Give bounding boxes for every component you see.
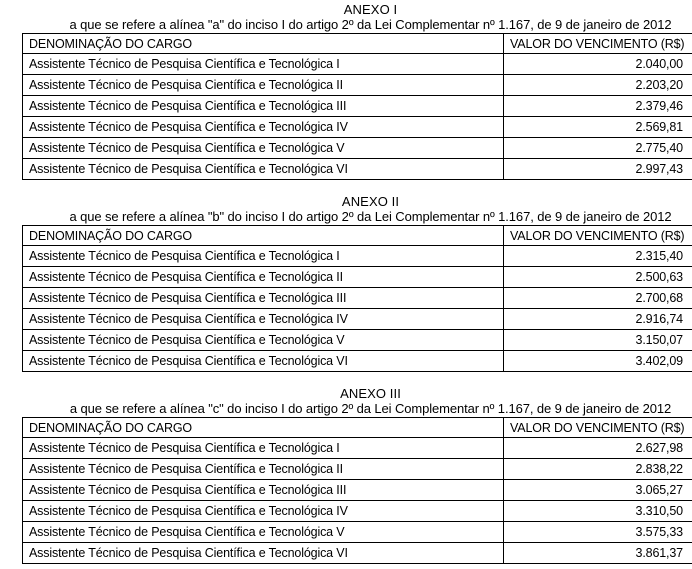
annex-1 — [22, 2, 689, 180]
cargo-cell: Assistente Técnico de Pesquisa Científica e Tecnológica III — [23, 96, 504, 117]
salary-table — [22, 417, 692, 564]
cargo-cell: Assistente Técnico de Pesquisa Científica e Tecnológica III — [23, 480, 504, 501]
cargo-cell: Assistente Técnico de Pesquisa Científica e Tecnológica II — [23, 459, 504, 480]
table-row — [23, 246, 692, 267]
header-valor: VALOR DO VENCIMENTO (R$) — [504, 226, 692, 246]
valor-cell: 2.700,68 — [504, 288, 692, 309]
valor-cell: 3.402,09 — [504, 351, 692, 372]
annex-title: ANEXO II — [341, 194, 400, 209]
valor-cell: 3.065,27 — [504, 480, 692, 501]
valor-cell: 2.379,46 — [504, 96, 692, 117]
annex-subtitle: a que se refere a alínea "c" do inciso I do artigo 2º da Lei Complementar nº 1.167, de 9 de janeiro de 2012 — [69, 401, 672, 416]
table-row — [23, 96, 692, 117]
cargo-cell: Assistente Técnico de Pesquisa Científica e Tecnológica IV — [23, 117, 504, 138]
salary-table — [22, 33, 692, 180]
cargo-cell: Assistente Técnico de Pesquisa Científica e Tecnológica VI — [23, 351, 504, 372]
valor-cell: 2.916,74 — [504, 309, 692, 330]
valor-cell: 2.775,40 — [504, 138, 692, 159]
annex-title: ANEXO III — [340, 386, 401, 401]
table-row — [23, 438, 692, 459]
valor-cell: 2.838,22 — [504, 459, 692, 480]
cargo-cell: Assistente Técnico de Pesquisa Científica e Tecnológica I — [23, 246, 504, 267]
table-row — [23, 267, 692, 288]
valor-cell: 3.310,50 — [504, 501, 692, 522]
salary-table — [22, 225, 692, 372]
table-header-row — [23, 34, 692, 54]
cargo-cell: Assistente Técnico de Pesquisa Científica e Tecnológica V — [23, 522, 504, 543]
table-row — [23, 54, 692, 75]
annex-title: ANEXO I — [343, 2, 398, 17]
header-valor: VALOR DO VENCIMENTO (R$) — [504, 34, 692, 54]
header-cargo: DENOMINAÇÃO DO CARGO — [23, 418, 504, 438]
cargo-cell: Assistente Técnico de Pesquisa Científica e Tecnológica IV — [23, 309, 504, 330]
valor-cell: 2.627,98 — [504, 438, 692, 459]
annex-subtitle: a que se refere a alínea "b" do inciso I do artigo 2º da Lei Complementar nº 1.167, de 9 de janeiro de 2012 — [69, 209, 672, 224]
header-cargo: DENOMINAÇÃO DO CARGO — [23, 34, 504, 54]
annex-2 — [22, 194, 689, 372]
table-row — [23, 330, 692, 351]
valor-cell: 2.500,63 — [504, 267, 692, 288]
header-valor: VALOR DO VENCIMENTO (R$) — [504, 418, 692, 438]
annex-3 — [22, 386, 689, 564]
valor-cell: 2.315,40 — [504, 246, 692, 267]
annex-subtitle: a que se refere a alínea "a" do inciso I do artigo 2º da Lei Complementar nº 1.167, de 9 de janeiro de 2012 — [69, 17, 672, 32]
valor-cell: 2.203,20 — [504, 75, 692, 96]
table-row — [23, 159, 692, 180]
table-row — [23, 351, 692, 372]
header-cargo: DENOMINAÇÃO DO CARGO — [23, 226, 504, 246]
table-row — [23, 480, 692, 501]
valor-cell: 3.150,07 — [504, 330, 692, 351]
table-row — [23, 543, 692, 564]
valor-cell: 2.997,43 — [504, 159, 692, 180]
cargo-cell: Assistente Técnico de Pesquisa Científica e Tecnológica IV — [23, 501, 504, 522]
table-header-row — [23, 226, 692, 246]
valor-cell: 2.040,00 — [504, 54, 692, 75]
table-row — [23, 459, 692, 480]
table-row — [23, 522, 692, 543]
cargo-cell: Assistente Técnico de Pesquisa Científica e Tecnológica I — [23, 54, 504, 75]
table-row — [23, 309, 692, 330]
valor-cell: 2.569,81 — [504, 117, 692, 138]
table-row — [23, 75, 692, 96]
table-row — [23, 138, 692, 159]
valor-cell: 3.575,33 — [504, 522, 692, 543]
table-row — [23, 288, 692, 309]
table-row — [23, 501, 692, 522]
cargo-cell: Assistente Técnico de Pesquisa Científica e Tecnológica VI — [23, 543, 504, 564]
cargo-cell: Assistente Técnico de Pesquisa Científica e Tecnológica II — [23, 75, 504, 96]
cargo-cell: Assistente Técnico de Pesquisa Científica e Tecnológica I — [23, 438, 504, 459]
table-row — [23, 117, 692, 138]
valor-cell: 3.861,37 — [504, 543, 692, 564]
cargo-cell: Assistente Técnico de Pesquisa Científica e Tecnológica II — [23, 267, 504, 288]
table-header-row — [23, 418, 692, 438]
cargo-cell: Assistente Técnico de Pesquisa Científica e Tecnológica V — [23, 330, 504, 351]
cargo-cell: Assistente Técnico de Pesquisa Científica e Tecnológica V — [23, 138, 504, 159]
cargo-cell: Assistente Técnico de Pesquisa Científica e Tecnológica VI — [23, 159, 504, 180]
cargo-cell: Assistente Técnico de Pesquisa Científica e Tecnológica III — [23, 288, 504, 309]
